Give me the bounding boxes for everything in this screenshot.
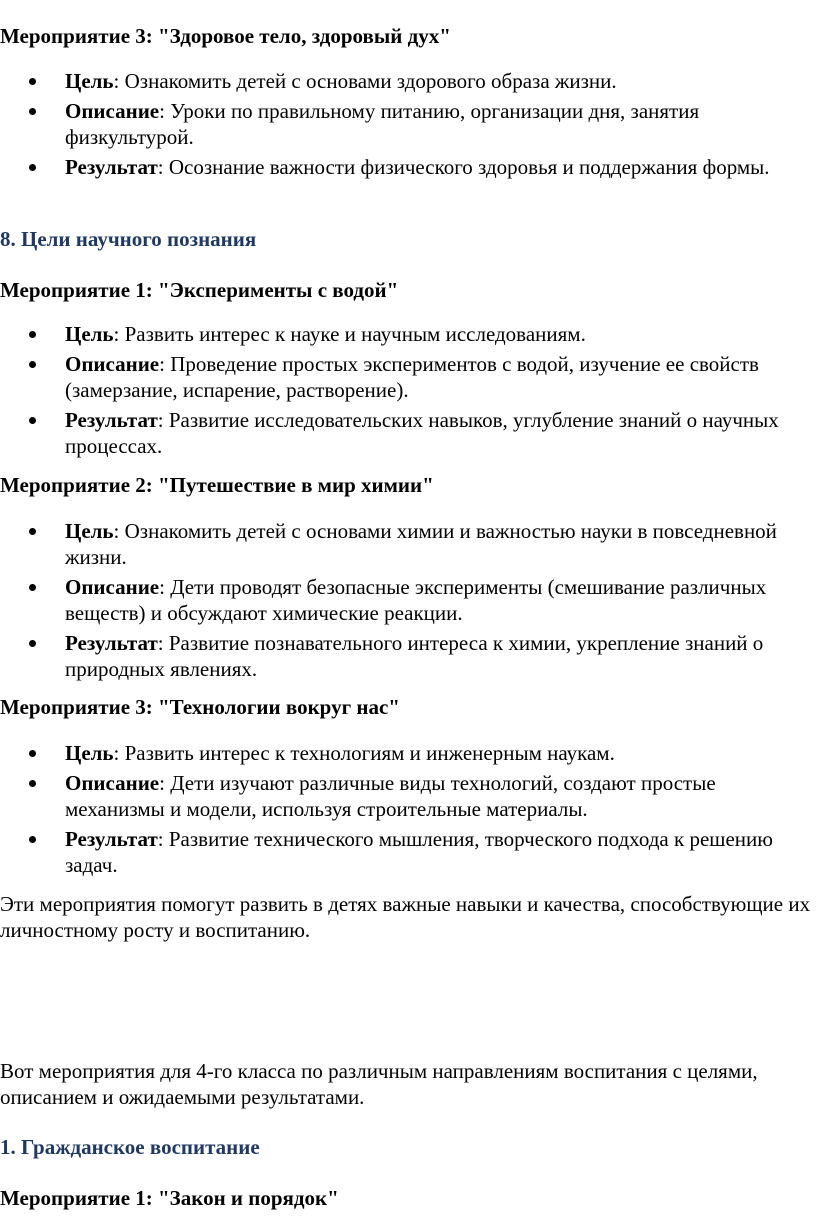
bullet-icon	[29, 528, 36, 535]
list-item-description	[0, 98, 812, 150]
bullet-icon	[29, 164, 36, 171]
bullet-icon	[29, 584, 36, 591]
list-item-goal	[0, 740, 812, 766]
section-heading-science: 8. Цели научного познания	[0, 227, 257, 251]
event-title-chemistry: Мероприятие 2: "Путешествие в мир химии"	[0, 473, 434, 497]
list-item-goal	[0, 321, 812, 347]
item-text: : Развитие технического мышления, творческого подхода к решению задач.	[65, 827, 773, 877]
list-item-result	[0, 407, 812, 459]
item-text: : Дети проводят безопасные эксперименты (смешивание различных веществ) и обсуждают химические реакции.	[65, 575, 767, 625]
item-text: : Развитие исследовательских навыков, углубление знаний о научных процессах.	[65, 408, 779, 458]
list-item-result	[0, 630, 812, 682]
closing-paragraph: Эти мероприятия помогут развить в детях важные навыки и качества, способствующие их личностному росту и воспитанию.	[0, 892, 811, 942]
bullet-icon	[29, 640, 36, 647]
item-label: Цель	[65, 322, 114, 346]
technology-event-list	[0, 740, 812, 878]
bullet-icon	[29, 78, 36, 85]
item-label: Описание	[65, 771, 160, 795]
item-text: : Ознакомить детей с основами здорового образа жизни.	[113, 69, 617, 93]
bullet-icon	[29, 331, 36, 338]
bullet-icon	[29, 780, 36, 787]
item-text: : Развить интерес к науке и научным исследованиям.	[113, 322, 586, 346]
list-item-description	[0, 351, 812, 403]
item-text: : Развитие познавательного интереса к химии, укрепление знаний о природных явлениях.	[65, 631, 764, 681]
section-heading-civic: 1. Гражданское воспитание	[0, 1135, 260, 1159]
item-label: Описание	[65, 99, 160, 123]
item-text: : Уроки по правильному питанию, организации дня, занятия физкультурой.	[65, 99, 700, 149]
bullet-icon	[29, 361, 36, 368]
item-label: Результат	[65, 408, 158, 432]
event-title-health: Мероприятие 3: "Здоровое тело, здоровый дух"	[0, 24, 451, 48]
event-title-law: Мероприятие 1: "Закон и порядок"	[0, 1186, 339, 1210]
chemistry-event-list	[0, 518, 812, 682]
health-event-list	[0, 68, 812, 180]
list-item-description	[0, 574, 812, 626]
bullet-icon	[29, 108, 36, 115]
intro-paragraph: Вот мероприятия для 4-го класса по различным направлениям воспитания с целями, описанием и ожидаемыми результатами.	[0, 1059, 758, 1109]
item-text: : Дети изучают различные виды технологий, создают простые механизмы и модели, используя строительные материалы.	[65, 771, 716, 821]
list-item-description	[0, 770, 812, 822]
item-text: : Проведение простых экспериментов с водой, изучение ее свойств (замерзание, испарение, растворение).	[65, 352, 759, 402]
bullet-icon	[29, 836, 36, 843]
item-label: Цель	[65, 741, 114, 765]
bullet-icon	[29, 750, 36, 757]
list-item-result	[0, 826, 812, 878]
list-item-goal	[0, 68, 812, 94]
item-label: Описание	[65, 575, 160, 599]
item-label: Цель	[65, 69, 114, 93]
list-item-goal	[0, 518, 812, 570]
list-item-result	[0, 154, 812, 180]
item-label: Описание	[65, 352, 160, 376]
item-label: Результат	[65, 631, 158, 655]
item-text: : Осознание важности физического здоровья и поддержания формы.	[157, 155, 770, 179]
event-title-water: Мероприятие 1: "Эксперименты с водой"	[0, 278, 399, 302]
item-text: : Ознакомить детей с основами химии и важностью науки в повседневной жизни.	[65, 519, 777, 569]
item-text: : Развить интерес к технологиям и инженерным наукам.	[113, 741, 615, 765]
water-event-list	[0, 321, 812, 459]
item-label: Результат	[65, 155, 158, 179]
item-label: Результат	[65, 827, 158, 851]
bullet-icon	[29, 417, 36, 424]
item-label: Цель	[65, 519, 114, 543]
event-title-technology: Мероприятие 3: "Технологии вокруг нас"	[0, 695, 400, 719]
